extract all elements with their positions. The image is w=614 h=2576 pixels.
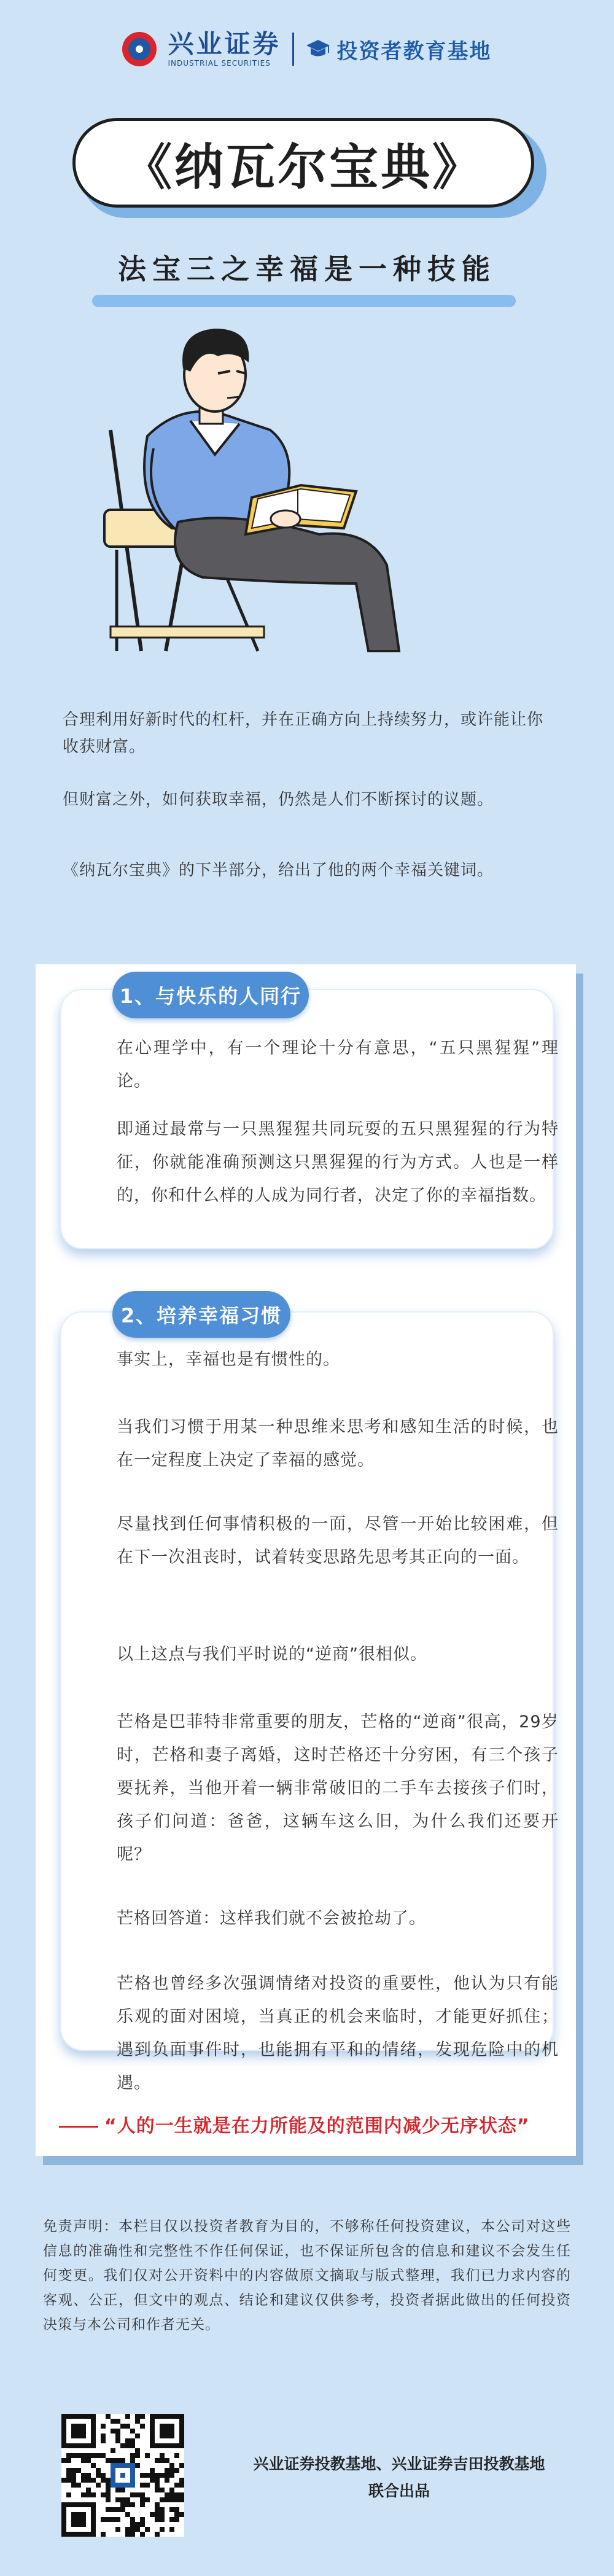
section-2-paragraph: 芒格回答道：这样我们就不会被抢劫了。 [117, 1909, 426, 1928]
qr-code [61, 2414, 184, 2537]
section-1-paragraph: 即通过最常与一只黑猩猩共同玩耍的五只黑猩猩的行为特征，你就能准确预测这只黑猩猩的行为方式。人也是一样的，你和什么样的人成为同行者，决定了你的幸福指数。 [117, 1120, 559, 1205]
header-divider [292, 33, 294, 66]
brand [168, 31, 281, 67]
graduation-cap-icon [305, 36, 331, 62]
section-2-paragraph: 尽量找到任何事情积极的一面，尽管一开始比较困难，但在下一次沮丧时，试着转变思路先思考其正向的一面。 [117, 1515, 559, 1567]
section-2-paragraph: 芒格是巴菲特非常重要的朋友，芒格的“逆商”很高，29岁时，芒格和妻子离婚，这时芒格还十分穷困，有三个孩子要抚养，当他开着一辆非常破旧的二手车去接孩子们时，孩子们问道：爸爸，这辆车这么旧，为什么我们还要开呢？ [117, 1712, 559, 1864]
section-1-heading: 1、与快乐的人同行 [112, 972, 309, 1018]
footer-org-names: 兴业证券投教基地、兴业证券吉田投教基地 [253, 2455, 545, 2473]
section-2-paragraph: 以上这点与我们平时说的“逆商”很相似。 [117, 1645, 427, 1664]
disclaimer: 免责声明：本栏目仅以投资者教育为目的，不够称任何投资建议，本公司对这些信息的准确性和完整性不作任何保证，也不保证所包含的信息和建议不会发生任何变更。我们仅对公开资料中的内容做原文摘取与版式整理，我们已力求内容的客观、公正，但文中的观点、结论和建议仅供参考，投资者据此做出的任何投资决策与本公司和作者无关。 [43, 2219, 571, 2333]
intro-paragraph: 但财富之外，如何获取幸福，仍然是人们不断探讨的议题。 [63, 790, 494, 809]
closing-quote-text: “人的一生就是在力所能及的范围内减少无序状态” [104, 2115, 530, 2137]
header [0, 25, 614, 74]
subtitle-underline [92, 295, 516, 307]
quote-dash [59, 2126, 98, 2128]
man-reading-illustration [98, 307, 442, 663]
page-title: 《纳瓦尔宝典》 [72, 118, 534, 208]
brand-name: 兴业证券 [168, 29, 281, 59]
intro-paragraph: 合理利用好新时代的杠杆，并在正确方向上持续努力，或许能让你收获财富。 [63, 711, 544, 756]
footer-credits [227, 2451, 571, 2505]
brand-english-name: INDUSTRIAL SECURITIES [168, 59, 271, 68]
section-1-paragraph: 在心理学中，有一个理论十分有意思，“五只黑猩猩”理论。 [117, 1039, 559, 1091]
content-panel [36, 964, 576, 2156]
edu-base [305, 34, 492, 64]
page-subtitle: 法宝三之幸福是一种技能 [118, 252, 496, 286]
footer-produced-by: 联合出品 [368, 2482, 430, 2500]
section-card-2 [60, 1311, 559, 2093]
section-2-paragraph: 芒格也曾经多次强调情绪对投资的重要性，他认为只有能乐观的面对困境，当真正的机会来临时，才能更好抓住；遇到负面事件时，也能拥有平和的情绪，发现危险中的机遇。 [117, 1974, 559, 2093]
brand-logo-icon [122, 32, 157, 66]
closing-quote [59, 2110, 562, 2137]
section-2-paragraph: 当我们习惯于用某一种思维来思考和感知生活的时候，也在一定程度上决定了幸福的感觉。 [117, 1418, 559, 1470]
head-illustration [182, 329, 249, 424]
section-2-heading: 2、培养幸福习惯 [112, 1291, 290, 1338]
section-2-paragraph: 事实上，幸福也是有惯性的。 [117, 1350, 340, 1369]
intro-paragraph: 《纳瓦尔宝典》的下半部分，给出了他的两个幸福关键词。 [63, 861, 494, 880]
edu-base-label: 投资者教育基地 [336, 39, 492, 64]
section-card-1 [60, 989, 559, 1249]
